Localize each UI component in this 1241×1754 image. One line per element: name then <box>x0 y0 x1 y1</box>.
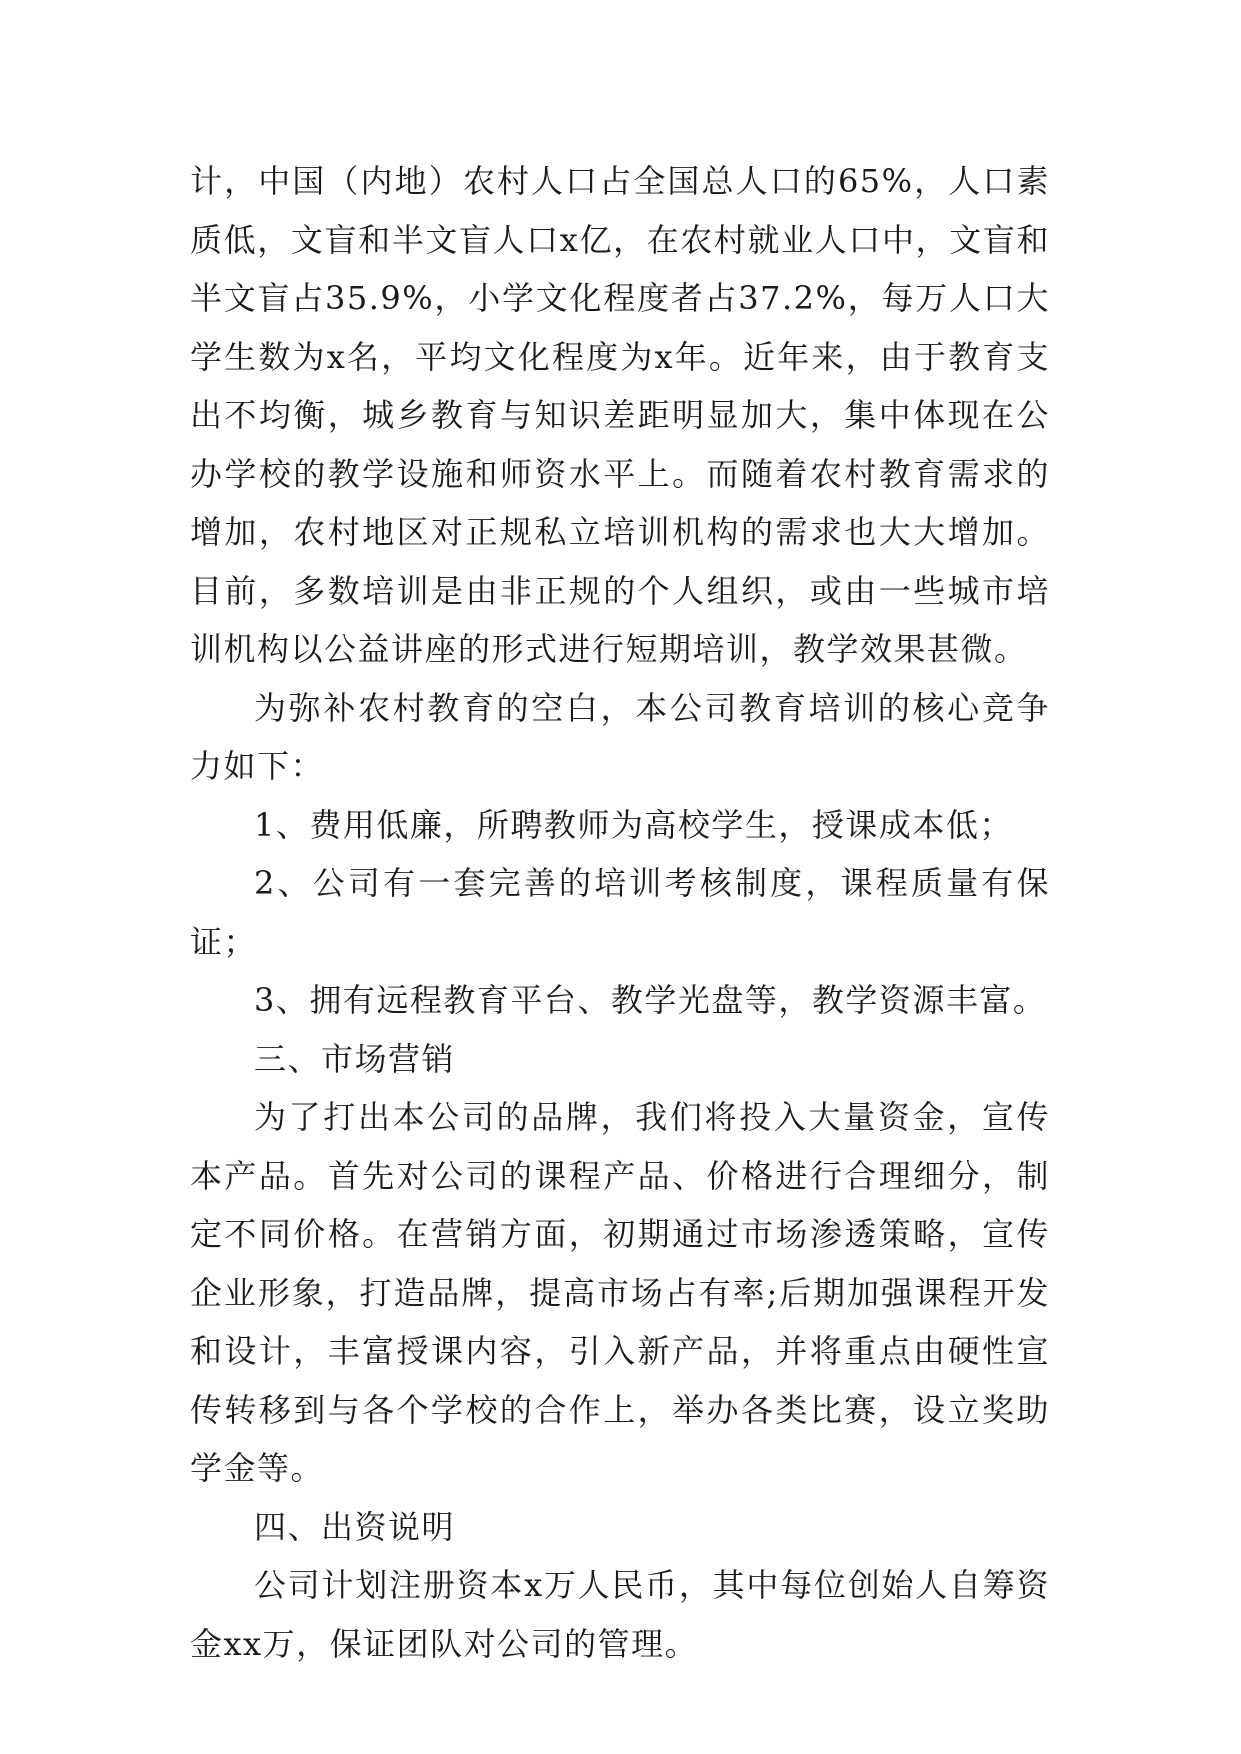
document-body <box>190 152 1050 1673</box>
paragraph-rural-education-stats: 计，中国（内地）农村人口占全国总人口的65%，人口素质低，文盲和半文盲人口x亿，在农村就业人口中，文盲和半文盲占35.9%，小学文化程度者占37.2%，每万人口大学生数为x名，平均文化程度为x年。近年来，由于教育支出不均衡，城乡教育与知识差距明显加大，集中体现在公办学校的教学设施和师资水平上。而随着农村教育需求的增加，农村地区对正规私立培训机构的需求也大大增加。目前，多数培训是由非正规的个人组织，或由一些城市培训机构以公益讲座的形式进行短期培训，教学效果甚微。 <box>190 162 1050 668</box>
paragraph-funding: 公司计划注册资本x万人民币，其中每位创始人自筹资金xx万，保证团队对公司的管理。 <box>190 1566 1050 1663</box>
list-item-remote-platform: 3、拥有远程教育平台、教学光盘等，教学资源丰富。 <box>254 981 1047 1019</box>
list-item-low-cost: 1、费用低廉，所聘教师为高校学生，授课成本低； <box>254 805 1013 844</box>
paragraph-marketing: 为了打出本公司的品牌，我们将投入大量资金，宣传本产品。首先对公司的课程产品、价格进行合理细分，制定不同价格。在营销方面，初期通过市场渗透策略，宣传企业形象，打造品牌，提高市场占有率;后期加强课程开发和设计，丰富授课内容，引入新产品，并将重点由硬性宣传转移到与各个学校的合作上，举办各类比赛，设立奖助学金等。 <box>190 1098 1050 1487</box>
list-item-assessment-system: 2、公司有一套完善的培训考核制度，课程质量有保证； <box>190 864 1050 961</box>
section-heading-marketing: 三、市场营销 <box>254 1039 456 1078</box>
paragraph-core-competence-intro: 为弥补农村教育的空白，本公司教育培训的核心竞争力如下： <box>190 688 1050 785</box>
section-heading-funding: 四、出资说明 <box>254 1507 456 1546</box>
